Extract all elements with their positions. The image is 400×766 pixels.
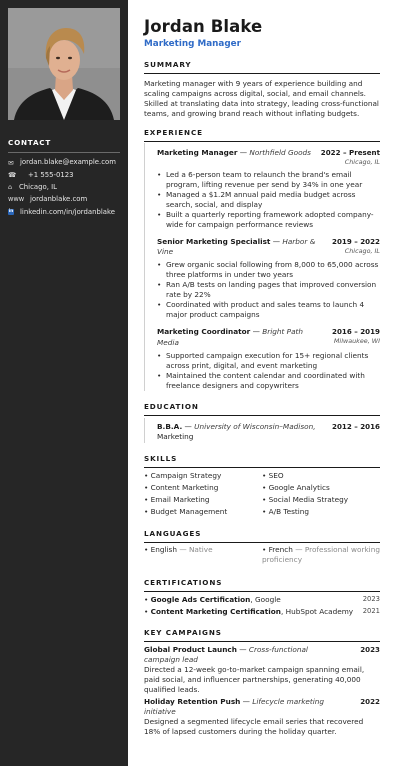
contact-phone[interactable]	[8, 169, 120, 181]
contact-linkedin-text: linkedin.com/in/jordanblake	[20, 207, 115, 216]
contact-location-text: Chicago, IL	[19, 182, 57, 191]
main-content	[128, 0, 400, 766]
contact-linkedin[interactable]	[8, 206, 120, 218]
skills-heading: SKILLS	[144, 453, 178, 463]
contact-email[interactable]	[8, 157, 120, 169]
job-location: Chicago, IL	[344, 246, 380, 255]
certifications-section	[144, 578, 380, 618]
job-entry	[157, 230, 380, 321]
languages-grid	[144, 545, 380, 565]
certification-issuer: Google	[255, 594, 281, 604]
job-role: Marketing Manager	[157, 148, 238, 157]
skill-item: • Google Analytics	[262, 482, 330, 492]
campaign-entry	[144, 697, 380, 737]
profile-photo	[8, 8, 120, 120]
campaigns-section	[144, 628, 380, 738]
contact-phone-text: +1 555-0123	[28, 170, 74, 179]
candidate-title: Marketing Manager	[144, 39, 241, 50]
certification-name: Content Marketing Certification	[150, 606, 281, 616]
skill-item: • Social Media Strategy	[262, 495, 349, 505]
job-role: Marketing Coordinator	[157, 327, 251, 337]
campaigns-heading: KEY CAMPAIGNS	[144, 627, 222, 637]
contact-location	[8, 182, 120, 194]
job-bullet: • Built a quarterly reporting framework adopted company-wide for campaign performance reviews	[157, 210, 380, 230]
campaign-year: 2022	[360, 697, 380, 707]
contact-divider	[8, 152, 120, 153]
phone-icon: ☎	[8, 170, 17, 179]
certification-item: • Google Ads Certification, Google 2023	[144, 594, 380, 606]
sidebar	[0, 0, 128, 766]
job-title-line: Marketing Coordinator — Bright Path Media	[157, 327, 304, 347]
job-entry	[157, 320, 380, 390]
job-bullet: • Ran A/B tests on landing pages that improved conversion rate by 22%	[157, 280, 380, 300]
job-bullets	[157, 260, 380, 320]
contact-website[interactable]	[8, 194, 120, 206]
campaign-name: Holiday Retention Push	[144, 697, 241, 707]
contact-list	[8, 157, 120, 218]
campaign-description: Designed a segmented lifecycle email series that recovered 18% of lapsed customers during the holiday quarter.	[144, 717, 364, 737]
experience-heading: EXPERIENCE	[144, 128, 203, 138]
job-bullet: • Led a 6-person team to relaunch the brand's email program, lifting revenue per send by 34% in one year	[157, 170, 380, 190]
job-company: Bright Path Media	[157, 327, 304, 347]
summary-heading: SUMMARY	[144, 60, 192, 70]
language-item: • English — Native	[144, 545, 213, 555]
certifications-heading: CERTIFICATIONS	[144, 577, 223, 587]
summary-text: Marketing manager with 9 years of experience building and scaling campaigns across digital, social, and email channels. Skilled at translating data into strategy, leading cross-functional teams, and growing brand reach without inflating budgets.	[144, 79, 379, 119]
skills-section	[144, 454, 380, 518]
education-degree: B.B.A.	[157, 421, 183, 431]
skill-item: • Budget Management	[144, 507, 228, 517]
languages-heading: LANGUAGES	[144, 529, 202, 539]
experience-section	[144, 128, 380, 391]
website-icon: www	[8, 195, 25, 204]
campaign-title-line: Holiday Retention Push — Lifecycle marketing initiative	[144, 697, 325, 717]
education-school: University of Wisconsin–Madison,	[194, 421, 316, 431]
certification-name: Google Ads Certification	[150, 594, 251, 604]
section-divider	[144, 542, 380, 543]
skill-item: • Email Marketing	[144, 495, 210, 505]
skill-item: • Campaign Strategy	[144, 470, 222, 480]
section-divider	[144, 141, 380, 142]
certification-issuer: HubSpot Academy	[285, 606, 354, 616]
languages-section	[144, 529, 380, 565]
section-divider	[144, 73, 380, 74]
email-icon: ✉	[8, 158, 14, 167]
education-section	[144, 402, 380, 443]
job-location: Chicago, IL	[344, 157, 380, 166]
campaign-role: Cross-functional campaign lead	[144, 644, 308, 664]
certification-year: 2021	[362, 606, 380, 615]
job-dates: 2016 – 2019	[332, 327, 380, 337]
campaign-description: Directed a 12-week go-to-market campaign spanning email, paid social, and influencer partnerships, generating 40,000 qualified leads.	[144, 664, 365, 694]
education-heading: EDUCATION	[144, 401, 199, 411]
education-title-line: B.B.A. — University of Wisconsin–Madison, Marketing	[157, 421, 316, 441]
job-title-line: Marketing Manager — Northfield Goods	[157, 148, 311, 157]
section-divider	[144, 591, 380, 592]
education-entry	[144, 418, 380, 443]
skill-item: • Content Marketing	[144, 482, 219, 492]
section-divider	[144, 467, 380, 468]
campaign-year: 2023	[360, 644, 380, 654]
job-dates: 2022 – Present	[320, 148, 380, 157]
skill-item: • A/B Testing	[262, 507, 310, 517]
education-dates: 2012 – 2016	[332, 421, 380, 431]
experience-list	[144, 143, 380, 391]
job-bullets	[157, 351, 380, 391]
campaign-name: Global Product Launch	[144, 644, 237, 654]
campaign-title-line: Global Product Launch — Cross-functional campaign lead	[144, 644, 308, 664]
campaign-entry	[144, 645, 380, 695]
education-field: Marketing	[157, 431, 194, 441]
job-entry	[157, 143, 380, 230]
job-bullet: • Grew organic social following from 8,000 to 65,000 across three platforms in under two years	[157, 260, 380, 280]
language-item: • French — Professional working proficiency	[262, 545, 380, 565]
section-divider	[144, 641, 380, 642]
job-company: Harbor & Vine	[157, 236, 316, 257]
contact-heading: CONTACT	[8, 138, 52, 147]
job-title-line: Senior Marketing Specialist — Harbor & Vine	[157, 236, 316, 257]
campaign-role: Lifecycle marketing initiative	[144, 697, 325, 717]
summary-section	[144, 60, 380, 119]
section-divider	[144, 415, 380, 416]
job-bullet: • Coordinated with product and sales teams to launch 4 major product campaigns	[157, 300, 380, 320]
linkedin-icon: in	[8, 209, 14, 215]
skills-grid	[144, 470, 380, 518]
certification-year: 2023	[362, 594, 380, 603]
job-bullet: • Maintained the content calendar and coordinated with freelance designers and copywriters	[157, 371, 380, 391]
job-bullets	[157, 170, 380, 230]
candidate-name: Jordan Blake	[144, 17, 263, 36]
contact-website-text: jordanblake.com	[30, 195, 88, 204]
job-bullet: • Supported campaign execution for 15+ regional clients across print, digital, and event marketing	[157, 351, 380, 371]
certification-item: • Content Marketing Certification, HubSpot Academy 2021	[144, 606, 380, 618]
job-location: Milwaukee, WI	[333, 337, 380, 346]
skill-item: • SEO	[262, 470, 284, 480]
contact-email-text: jordan.blake@example.com	[20, 158, 116, 167]
home-icon: ⌂	[8, 183, 13, 192]
job-dates: 2019 – 2022	[332, 236, 380, 246]
job-bullet: • Managed a $1.2M annual paid media budget across search, social, and display	[157, 190, 380, 210]
job-role: Senior Marketing Specialist	[157, 236, 271, 246]
job-company: Northfield Goods	[249, 148, 311, 157]
